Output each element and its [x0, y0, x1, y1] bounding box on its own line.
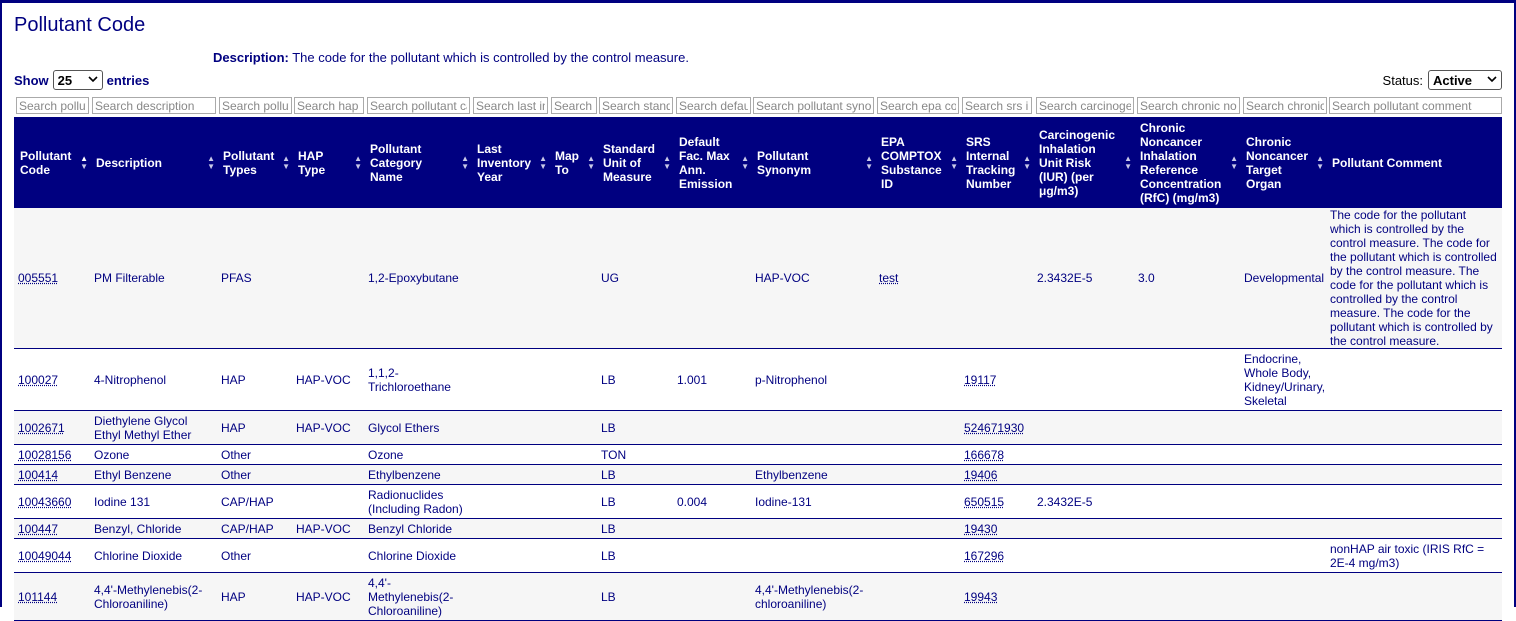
search-unit-input[interactable]: [599, 97, 673, 114]
cell-srs-tracking-number: [960, 573, 1033, 621]
cell-standard-unit: LB: [597, 539, 673, 573]
sort-icon: ▲ ▼: [663, 153, 671, 171]
search-comptox-input[interactable]: [877, 97, 959, 114]
search-map-to-input[interactable]: [551, 97, 597, 114]
sort-icon: ▲ ▼: [539, 153, 547, 171]
cell-max-emission: [673, 465, 751, 485]
search-max-emission-input[interactable]: [676, 97, 751, 114]
cell-pollutant-code: [14, 485, 90, 519]
cell-hap-type: HAP-VOC: [292, 519, 364, 539]
cell-map-to: [549, 349, 597, 411]
cell-pollutant-types: HAP: [217, 349, 292, 411]
table-header-row: [14, 117, 1502, 208]
cell-pollutant-code: [14, 539, 90, 573]
cell-pollutant-comment: [1326, 519, 1502, 539]
cell-iur: 2.3432E-5: [1033, 208, 1134, 349]
cell-pollutant-code-link[interactable]: 005551: [18, 271, 59, 285]
cell-standard-unit: LB: [597, 465, 673, 485]
cell-rfc: [1134, 411, 1240, 445]
cell-pollutant-synonym: Ethylbenzene: [751, 465, 875, 485]
table-row[interactable]: [14, 485, 1502, 519]
search-last-inventory-year-input[interactable]: [473, 97, 548, 114]
cell-comptox-id: [875, 485, 960, 519]
column-header-last-inventory-year[interactable]: Last Inventory Year ▲ ▼: [471, 117, 549, 208]
cell-comptox-id: [875, 445, 960, 465]
top-border: [0, 0, 1516, 3]
cell-max-emission: [673, 519, 751, 539]
cell-map-to: [549, 445, 597, 465]
cell-srs-tracking-number: [960, 519, 1033, 539]
status-filter: [1383, 70, 1502, 90]
table-row[interactable]: [14, 465, 1502, 485]
sort-icon: ▲ ▼: [1316, 153, 1324, 171]
cell-last-inventory-year: [471, 485, 549, 519]
cell-pollutant-code: [14, 411, 90, 445]
page-title: Pollutant Code: [14, 14, 146, 36]
cell-target-organ: Developmental: [1240, 208, 1326, 349]
cell-srs-tracking-number: [960, 485, 1033, 519]
cell-comptox-id: [875, 411, 960, 445]
cell-pollutant-types: Other: [217, 445, 292, 465]
cell-rfc: [1134, 445, 1240, 465]
column-header-pollutant-code[interactable]: Pollutant Code ▲ ▼: [14, 117, 90, 208]
cell-iur: [1033, 445, 1134, 465]
cell-category-name: Glycol Ethers: [364, 411, 471, 445]
cell-pollutant-comment: [1326, 411, 1502, 445]
cell-last-inventory-year: [471, 465, 549, 485]
page-description: [213, 50, 689, 65]
sort-icon: ▲ ▼: [461, 153, 469, 171]
cell-last-inventory-year: [471, 519, 549, 539]
cell-iur: [1033, 573, 1134, 621]
cell-srs-tracking-number: [960, 539, 1033, 573]
cell-standard-unit: LB: [597, 485, 673, 519]
cell-pollutant-code: [14, 349, 90, 411]
search-rfc-input[interactable]: [1137, 97, 1240, 114]
cell-max-emission: [673, 411, 751, 445]
cell-description: Ozone: [90, 445, 217, 465]
cell-pollutant-code-link[interactable]: 100447: [18, 521, 59, 536]
cell-srs-tracking-number-link[interactable]: 19406: [964, 467, 998, 482]
column-header-pollutant-comment[interactable]: Pollutant Comment: [1326, 117, 1502, 208]
cell-description: PM Filterable: [90, 208, 217, 349]
search-pollutant-code-input[interactable]: [16, 97, 89, 114]
cell-iur: 2.3432E-5: [1033, 485, 1134, 519]
search-comment-input[interactable]: [1329, 97, 1502, 114]
cell-srs-tracking-number-link[interactable]: 650515: [964, 494, 1005, 509]
sort-icon: ▲ ▼: [354, 153, 362, 171]
cell-category-name: Ethylbenzene: [364, 465, 471, 485]
sort-icon: ▲ ▼: [865, 153, 873, 171]
chevron-down-icon: [88, 75, 98, 86]
pollutant-comment-text: nonHAP air toxic (IRIS RfC = 2E-4 mg/m3): [1330, 541, 1485, 570]
cell-rfc: [1134, 349, 1240, 411]
cell-standard-unit: TON: [597, 445, 673, 465]
cell-srs-tracking-number: [960, 465, 1033, 485]
sort-icon: ▲ ▼: [1023, 153, 1031, 171]
cell-pollutant-synonym: HAP-VOC: [751, 208, 875, 349]
table-row[interactable]: [14, 411, 1502, 445]
description-label: Description:: [213, 50, 289, 65]
sort-icon: ▲ ▼: [950, 153, 958, 171]
sort-icon: ▲ ▼: [282, 153, 290, 171]
cell-hap-type: [292, 208, 364, 349]
sort-icon: ▲ ▼: [80, 153, 88, 171]
column-header-description[interactable]: Description ▲ ▼: [90, 117, 217, 208]
cell-standard-unit: UG: [597, 208, 673, 349]
cell-pollutant-types: Other: [217, 465, 292, 485]
entries-label: entries: [106, 72, 150, 88]
cell-target-organ: [1240, 445, 1326, 465]
cell-pollutant-comment: [1326, 539, 1502, 573]
cell-rfc: 3.0: [1134, 208, 1240, 349]
cell-hap-type: [292, 465, 364, 485]
cell-last-inventory-year: [471, 539, 549, 573]
cell-description: Iodine 131: [90, 485, 217, 519]
cell-pollutant-synonym: [751, 539, 875, 573]
cell-comptox-id: [875, 573, 960, 621]
entries-per-page-select[interactable]: [53, 70, 103, 90]
cell-pollutant-synonym: p-Nitrophenol: [751, 349, 875, 411]
cell-comptox-id: [875, 539, 960, 573]
pollutant-comment-text: The code for the pollutant which is controlled by the control measure. The code for the pollutant which is controlled by the control measure. The code for the pollutant which is controlled by the control measure. The code for the pollutant which is controlled by the control measure.: [1330, 208, 1497, 348]
search-srs-input[interactable]: [962, 97, 1032, 114]
cell-hap-type: HAP-VOC: [292, 349, 364, 411]
search-category-input[interactable]: [367, 97, 470, 114]
cell-category-name: Chlorine Dioxide: [364, 539, 471, 573]
status-label: Status:: [1382, 72, 1423, 88]
cell-last-inventory-year: [471, 573, 549, 621]
cell-pollutant-code: [14, 445, 90, 465]
chevron-down-icon: [1487, 75, 1497, 86]
cell-srs-tracking-number-link[interactable]: 524671930: [964, 420, 1025, 435]
cell-srs-tracking-number-link[interactable]: 166678: [964, 447, 1005, 462]
cell-comptox-id: [875, 465, 960, 485]
left-border: [0, 0, 2, 607]
cell-max-emission: [673, 573, 751, 621]
column-header-comptox-id[interactable]: EPA COMPTOX Substance ID ▲ ▼: [875, 117, 960, 208]
cell-iur: [1033, 411, 1134, 445]
status-select[interactable]: [1428, 70, 1502, 90]
cell-target-organ: Endocrine, Whole Body, Kidney/Urinary, Skeletal: [1240, 349, 1326, 411]
cell-comptox-id-link[interactable]: test: [879, 271, 899, 285]
cell-srs-tracking-number-link[interactable]: 167296: [964, 548, 1005, 563]
cell-map-to: [549, 573, 597, 621]
cell-last-inventory-year: [471, 349, 549, 411]
cell-comptox-id: [875, 208, 960, 349]
cell-iur: [1033, 519, 1134, 539]
cell-max-emission: [673, 208, 751, 349]
cell-iur: [1033, 349, 1134, 411]
cell-max-emission: [673, 445, 751, 465]
cell-srs-tracking-number: [960, 349, 1033, 411]
cell-pollutant-code-link[interactable]: 10049044: [18, 548, 72, 563]
table-body: [14, 208, 1502, 621]
column-header-pollutant-types[interactable]: Pollutant Types ▲ ▼: [217, 117, 292, 208]
cell-pollutant-comment: [1326, 573, 1502, 621]
cell-srs-tracking-number: [960, 445, 1033, 465]
cell-category-name: Benzyl Chloride: [364, 519, 471, 539]
sort-icon: ▲ ▼: [207, 153, 215, 171]
cell-hap-type: HAP-VOC: [292, 573, 364, 621]
sort-icon: ▲ ▼: [587, 153, 595, 171]
cell-srs-tracking-number-link[interactable]: 19943: [964, 589, 998, 604]
cell-map-to: [549, 208, 597, 349]
cell-max-emission: [673, 539, 751, 573]
cell-srs-tracking-number: [960, 411, 1033, 445]
cell-pollutant-code: [14, 573, 90, 621]
cell-iur: [1033, 539, 1134, 573]
column-header-rfc[interactable]: Chronic Noncancer Inhalation Reference Concentration (RfC) (mg/m3) ▲ ▼: [1134, 117, 1240, 208]
cell-srs-tracking-number-link[interactable]: 19117: [964, 372, 997, 387]
search-pollutant-types-input[interactable]: [219, 97, 292, 114]
cell-map-to: [549, 465, 597, 485]
search-target-organ-input[interactable]: [1243, 97, 1327, 114]
show-label: Show: [14, 72, 49, 88]
cell-max-emission: 1.001: [673, 349, 751, 411]
cell-pollutant-code-link[interactable]: 100027: [18, 372, 59, 387]
search-iur-input[interactable]: [1036, 97, 1134, 114]
search-synonym-input[interactable]: [753, 97, 874, 114]
cell-target-organ: [1240, 539, 1326, 573]
cell-target-organ: [1240, 465, 1326, 485]
cell-srs-tracking-number: [960, 208, 1033, 349]
cell-pollutant-synonym: Iodine-131: [751, 485, 875, 519]
sort-icon: ▲ ▼: [741, 153, 749, 171]
entries-per-page-value: 25: [57, 72, 73, 88]
search-hap-type-input[interactable]: [294, 97, 364, 114]
pollutant-table: [14, 117, 1502, 621]
cell-comptox-id: [875, 519, 960, 539]
cell-hap-type: [292, 445, 364, 465]
cell-description: Chlorine Dioxide: [90, 539, 217, 573]
cell-target-organ: [1240, 573, 1326, 621]
column-header-category-name[interactable]: Pollutant Category Name ▲ ▼: [364, 117, 471, 208]
cell-map-to: [549, 411, 597, 445]
cell-pollutant-comment: [1326, 445, 1502, 465]
column-header-srs-tracking-number[interactable]: SRS Internal Tracking Number ▲ ▼: [960, 117, 1033, 208]
cell-pollutant-code-link[interactable]: 100414: [18, 467, 59, 482]
cell-pollutant-code: [14, 208, 90, 349]
cell-rfc: [1134, 519, 1240, 539]
cell-category-name: Radionuclides (Including Radon): [364, 485, 471, 519]
cell-standard-unit: LB: [597, 519, 673, 539]
cell-category-name: 1,2-Epoxybutane: [364, 208, 471, 349]
column-header-target-organ[interactable]: Chronic Noncancer Target Organ ▲ ▼: [1240, 117, 1326, 208]
cell-comptox-id: [875, 349, 960, 411]
search-description-input[interactable]: [92, 97, 216, 114]
cell-pollutant-synonym: [751, 411, 875, 445]
cell-standard-unit: LB: [597, 411, 673, 445]
cell-target-organ: [1240, 519, 1326, 539]
description-text: The code for the pollutant which is controlled by the control measure.: [292, 50, 689, 65]
cell-iur: [1033, 465, 1134, 485]
cell-pollutant-types: Other: [217, 539, 292, 573]
table-row[interactable]: [14, 349, 1502, 411]
cell-last-inventory-year: [471, 445, 549, 465]
cell-pollutant-types: PFAS: [217, 208, 292, 349]
length-menu: [14, 70, 149, 90]
cell-pollutant-synonym: 4,4'-Methylenebis(2-chloroaniline): [751, 573, 875, 621]
cell-hap-type: [292, 539, 364, 573]
cell-target-organ: [1240, 485, 1326, 519]
sort-icon: ▲ ▼: [1124, 153, 1132, 171]
cell-pollutant-comment: [1326, 208, 1502, 349]
table-row[interactable]: [14, 573, 1502, 621]
column-header-iur[interactable]: Carcinogenic Inhalation Unit Risk (IUR) (per μg/m3) ▲ ▼: [1033, 117, 1134, 208]
cell-pollutant-comment: [1326, 465, 1502, 485]
cell-map-to: [549, 519, 597, 539]
cell-description: Diethylene Glycol Ethyl Methyl Ether: [90, 411, 217, 445]
cell-pollutant-comment: [1326, 349, 1502, 411]
cell-hap-type: [292, 485, 364, 519]
cell-pollutant-synonym: [751, 519, 875, 539]
cell-category-name: 4,4'-Methylenebis(2-Chloroaniline): [364, 573, 471, 621]
cell-description: 4-Nitrophenol: [90, 349, 217, 411]
cell-category-name: 1,1,2-Trichloroethane: [364, 349, 471, 411]
cell-target-organ: [1240, 411, 1326, 445]
cell-pollutant-code-link[interactable]: 10028156: [18, 447, 72, 462]
table-row[interactable]: [14, 445, 1502, 465]
cell-description: 4,4'-Methylenebis(2-Chloroaniline): [90, 573, 217, 621]
cell-rfc: [1134, 539, 1240, 573]
status-value: Active: [1433, 72, 1473, 88]
cell-category-name: Ozone: [364, 445, 471, 465]
column-header-standard-unit[interactable]: Standard Unit of Measure ▲ ▼: [597, 117, 673, 208]
cell-rfc: [1134, 573, 1240, 621]
cell-standard-unit: LB: [597, 349, 673, 411]
column-header-hap-type[interactable]: HAP Type ▲ ▼: [292, 117, 364, 208]
table-row[interactable]: [14, 519, 1502, 539]
column-header-map-to[interactable]: Map To ▲ ▼: [549, 117, 597, 208]
cell-map-to: [549, 485, 597, 519]
cell-description: Benzyl, Chloride: [90, 519, 217, 539]
cell-pollutant-synonym: [751, 445, 875, 465]
cell-map-to: [549, 539, 597, 573]
cell-pollutant-comment: [1326, 485, 1502, 519]
cell-standard-unit: LB: [597, 573, 673, 621]
cell-hap-type: HAP-VOC: [292, 411, 364, 445]
cell-pollutant-code-link[interactable]: 101144: [18, 589, 58, 604]
cell-last-inventory-year: [471, 208, 549, 349]
cell-description: Ethyl Benzene: [90, 465, 217, 485]
cell-rfc: [1134, 485, 1240, 519]
table-row[interactable]: [14, 539, 1502, 573]
column-header-max-emission[interactable]: Default Fac. Max Ann. Emission ▲ ▼: [673, 117, 751, 208]
cell-pollutant-code-link[interactable]: 1002671: [18, 420, 65, 435]
cell-pollutant-types: HAP: [217, 573, 292, 621]
cell-rfc: [1134, 465, 1240, 485]
cell-pollutant-types: CAP/HAP: [217, 519, 292, 539]
cell-pollutant-code: [14, 465, 90, 485]
column-header-pollutant-synonym[interactable]: Pollutant Synonym ▲ ▼: [751, 117, 875, 208]
cell-max-emission: 0.004: [673, 485, 751, 519]
sort-icon: ▲ ▼: [1230, 153, 1238, 171]
cell-last-inventory-year: [471, 411, 549, 445]
cell-pollutant-code-link[interactable]: 10043660: [18, 494, 72, 509]
cell-pollutant-types: HAP: [217, 411, 292, 445]
cell-pollutant-types: CAP/HAP: [217, 485, 292, 519]
cell-srs-tracking-number-link[interactable]: 19430: [964, 521, 998, 536]
cell-pollutant-code: [14, 519, 90, 539]
table-row[interactable]: [14, 208, 1502, 349]
